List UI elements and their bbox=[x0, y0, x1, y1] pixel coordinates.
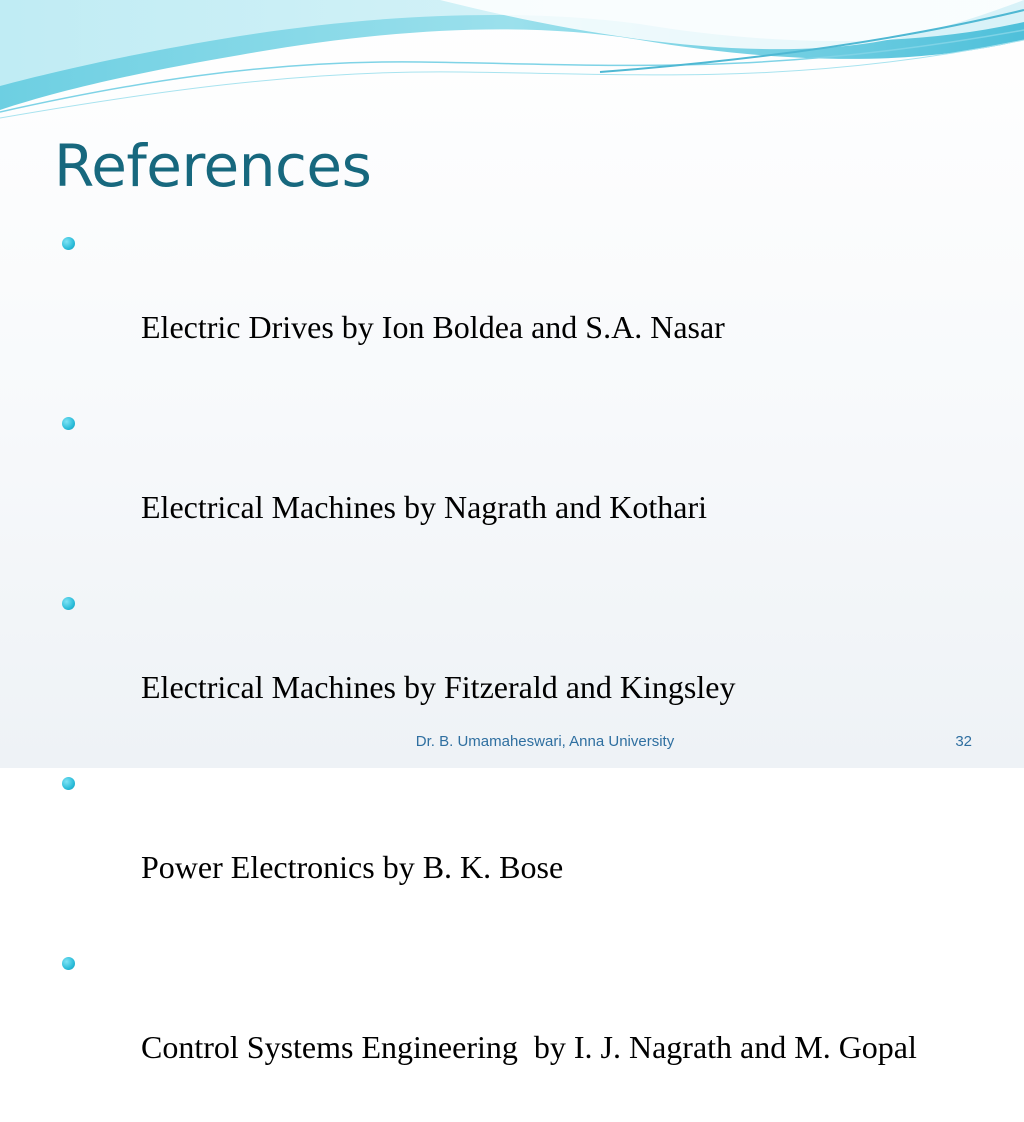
list-item-text: Electrical Machines by Fitzerald and Kingsley bbox=[141, 669, 736, 705]
list-item bbox=[62, 942, 962, 1110]
bullet-dot-icon bbox=[62, 597, 75, 610]
bullet-dot-icon bbox=[62, 957, 75, 970]
list-item bbox=[62, 402, 962, 570]
list-item-text: Electric Drives by Ion Boldea and S.A. Nasar bbox=[141, 309, 725, 345]
page-number: 32 bbox=[955, 733, 972, 750]
references-list bbox=[62, 222, 962, 1122]
list-item bbox=[62, 222, 962, 390]
list-item bbox=[62, 762, 962, 930]
list-item-text: Control Systems Engineering by I. J. Nagrath and M. Gopal bbox=[141, 1029, 917, 1065]
list-item-text: Electrical Machines by Nagrath and Kothari bbox=[141, 489, 707, 525]
header-wave-decoration bbox=[0, 0, 1024, 130]
bullet-dot-icon bbox=[62, 417, 75, 430]
list-item-text: Power Electronics by B. K. Bose bbox=[141, 849, 564, 885]
footer-author: Dr. B. Umamaheswari, Anna University bbox=[415, 733, 675, 750]
bullet-dot-icon bbox=[62, 777, 75, 790]
list-item bbox=[62, 582, 962, 750]
bullet-dot-icon bbox=[62, 237, 75, 250]
slide-title: References bbox=[54, 132, 372, 200]
